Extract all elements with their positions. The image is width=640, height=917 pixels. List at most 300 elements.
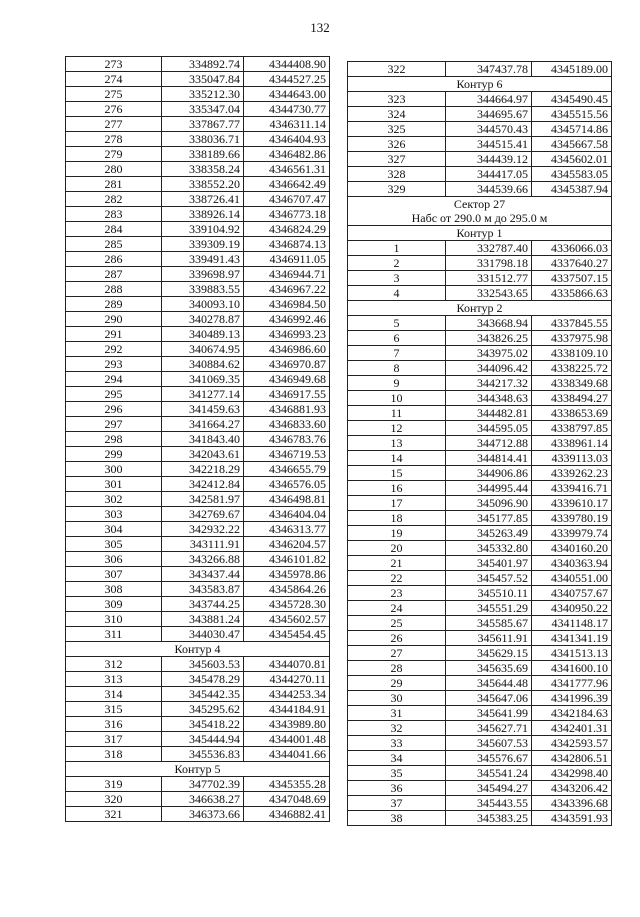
point-number: 282 <box>66 192 162 207</box>
point-number: 309 <box>66 597 162 612</box>
coord-y: 4337507.15 <box>532 271 612 286</box>
coord-x: 340674.95 <box>162 342 244 357</box>
point-number: 290 <box>66 312 162 327</box>
table-row <box>348 182 612 197</box>
coord-y: 4346917.55 <box>244 387 330 402</box>
table-row <box>348 391 612 406</box>
coord-y: 4345728.30 <box>244 597 330 612</box>
coord-x: 344030.47 <box>162 627 244 642</box>
table-row <box>348 616 612 631</box>
coord-x: 342043.61 <box>162 447 244 462</box>
point-number: 9 <box>348 376 446 391</box>
point-number: 18 <box>348 511 446 526</box>
point-number: 314 <box>66 687 162 702</box>
table-row <box>66 627 330 642</box>
coord-y: 4346783.76 <box>244 432 330 447</box>
point-number: 297 <box>66 417 162 432</box>
point-number: 299 <box>66 447 162 462</box>
table-row <box>66 132 330 147</box>
coord-y: 4338109.10 <box>532 346 612 361</box>
coord-x: 345263.49 <box>446 526 532 541</box>
table-row <box>66 297 330 312</box>
coord-x: 340884.62 <box>162 357 244 372</box>
point-number: 288 <box>66 282 162 297</box>
coord-x: 344712.88 <box>446 436 532 451</box>
point-number: 302 <box>66 492 162 507</box>
coord-x: 339104.92 <box>162 222 244 237</box>
point-number: 284 <box>66 222 162 237</box>
coord-x: 345647.06 <box>446 691 532 706</box>
table-row <box>348 451 612 466</box>
point-number: 10 <box>348 391 446 406</box>
table-row <box>66 417 330 432</box>
coord-y: 4346773.18 <box>244 207 330 222</box>
coord-x: 344482.81 <box>446 406 532 421</box>
coord-y: 4346993.23 <box>244 327 330 342</box>
point-number: 31 <box>348 706 446 721</box>
point-number: 4 <box>348 286 446 301</box>
coord-x: 345383.25 <box>446 811 532 826</box>
coord-y: 4346824.29 <box>244 222 330 237</box>
coord-y: 4346992.46 <box>244 312 330 327</box>
coord-x: 344570.43 <box>446 122 532 137</box>
coord-x: 342932.22 <box>162 522 244 537</box>
coord-x: 345607.53 <box>446 736 532 751</box>
point-number: 32 <box>348 721 446 736</box>
point-number: 277 <box>66 117 162 132</box>
point-number: 325 <box>348 122 446 137</box>
coord-y: 4336066.03 <box>532 241 612 256</box>
coord-x: 334892.74 <box>162 57 244 72</box>
table-row <box>66 732 330 747</box>
coord-y: 4339113.03 <box>532 451 612 466</box>
contour-header-row <box>66 642 330 657</box>
table-row <box>348 766 612 781</box>
coord-x: 343975.02 <box>446 346 532 361</box>
coord-y: 4344041.66 <box>244 747 330 762</box>
coord-y: 4345355.28 <box>244 777 330 792</box>
table-row <box>348 751 612 766</box>
table-row <box>66 657 330 672</box>
point-number: 316 <box>66 717 162 732</box>
coord-x: 345177.85 <box>446 511 532 526</box>
coord-x: 331512.77 <box>446 271 532 286</box>
table-row <box>348 721 612 736</box>
table-row <box>348 496 612 511</box>
coord-y: 4344253.34 <box>244 687 330 702</box>
point-number: 26 <box>348 631 446 646</box>
point-number: 324 <box>348 107 446 122</box>
coord-x: 339309.19 <box>162 237 244 252</box>
coord-x: 342769.67 <box>162 507 244 522</box>
coord-y: 4340363.94 <box>532 556 612 571</box>
coord-y: 4346101.82 <box>244 552 330 567</box>
coord-y: 4341341.19 <box>532 631 612 646</box>
coord-y: 4344070.81 <box>244 657 330 672</box>
coord-x: 344995.44 <box>446 481 532 496</box>
coord-y: 4346404.93 <box>244 132 330 147</box>
table-row <box>66 312 330 327</box>
coord-x: 344417.05 <box>446 167 532 182</box>
coord-y: 4337975.98 <box>532 331 612 346</box>
table-row <box>348 781 612 796</box>
point-number: 38 <box>348 811 446 826</box>
point-number: 25 <box>348 616 446 631</box>
table-row <box>66 612 330 627</box>
table-row <box>348 152 612 167</box>
coord-y: 4346204.57 <box>244 537 330 552</box>
coord-y: 4345515.56 <box>532 107 612 122</box>
point-number: 285 <box>66 237 162 252</box>
table-row <box>348 316 612 331</box>
coord-x: 344814.41 <box>446 451 532 466</box>
point-number: 22 <box>348 571 446 586</box>
sector-subtitle-row <box>348 211 612 226</box>
coord-y: 4344001.48 <box>244 732 330 747</box>
table-row <box>66 552 330 567</box>
coord-x: 345442.35 <box>162 687 244 702</box>
coord-x: 345444.94 <box>162 732 244 747</box>
coord-x: 342218.29 <box>162 462 244 477</box>
coord-x: 342412.84 <box>162 477 244 492</box>
coord-x: 344439.12 <box>446 152 532 167</box>
table-row <box>66 207 330 222</box>
coord-y: 4346970.87 <box>244 357 330 372</box>
coord-x: 344664.97 <box>446 92 532 107</box>
coord-y: 4339416.71 <box>532 481 612 496</box>
point-number: 33 <box>348 736 446 751</box>
table-row <box>348 631 612 646</box>
coord-y: 4342593.57 <box>532 736 612 751</box>
point-number: 36 <box>348 781 446 796</box>
table-row <box>348 811 612 826</box>
coord-y: 4342806.51 <box>532 751 612 766</box>
table-row <box>348 661 612 676</box>
page-number: 132 <box>310 20 330 35</box>
table-row <box>348 601 612 616</box>
coord-y: 4339262.23 <box>532 466 612 481</box>
coord-x: 343826.25 <box>446 331 532 346</box>
coord-y: 4346984.50 <box>244 297 330 312</box>
coord-y: 4343989.80 <box>244 717 330 732</box>
table-row <box>348 92 612 107</box>
coord-x: 341277.14 <box>162 387 244 402</box>
point-number: 289 <box>66 297 162 312</box>
coord-y: 4341513.13 <box>532 646 612 661</box>
table-row <box>348 706 612 721</box>
coord-y: 4339610.17 <box>532 496 612 511</box>
table-row <box>66 237 330 252</box>
coord-x: 332787.40 <box>446 241 532 256</box>
table-row <box>348 481 612 496</box>
point-number: 19 <box>348 526 446 541</box>
coord-x: 345576.67 <box>446 751 532 766</box>
coord-y: 4346707.47 <box>244 192 330 207</box>
point-number: 21 <box>348 556 446 571</box>
table-row <box>348 796 612 811</box>
coord-y: 4344408.90 <box>244 57 330 72</box>
coord-y: 4346313.77 <box>244 522 330 537</box>
point-number: 35 <box>348 766 446 781</box>
coord-x: 332543.65 <box>446 286 532 301</box>
table-row <box>66 522 330 537</box>
table-row <box>66 102 330 117</box>
coord-x: 345510.11 <box>446 586 532 601</box>
table-row <box>348 676 612 691</box>
table-row <box>66 177 330 192</box>
coord-y: 4338494.27 <box>532 391 612 406</box>
point-number: 294 <box>66 372 162 387</box>
table-row <box>348 167 612 182</box>
coord-x: 345096.90 <box>446 496 532 511</box>
point-number: 306 <box>66 552 162 567</box>
coord-x: 345478.29 <box>162 672 244 687</box>
coord-y: 4340950.22 <box>532 601 612 616</box>
coord-y: 4346949.68 <box>244 372 330 387</box>
table-row <box>66 687 330 702</box>
point-number: 283 <box>66 207 162 222</box>
point-number: 23 <box>348 586 446 601</box>
coord-y: 4343591.93 <box>532 811 612 826</box>
table-row <box>348 256 612 271</box>
point-number: 3 <box>348 271 446 286</box>
table-row <box>66 72 330 87</box>
table-row <box>348 421 612 436</box>
point-number: 1 <box>348 241 446 256</box>
point-number: 28 <box>348 661 446 676</box>
coord-y: 4339979.74 <box>532 526 612 541</box>
coord-x: 335047.84 <box>162 72 244 87</box>
point-number: 298 <box>66 432 162 447</box>
table-row <box>348 436 612 451</box>
table-row <box>66 252 330 267</box>
point-number: 278 <box>66 132 162 147</box>
coord-x: 344539.66 <box>446 182 532 197</box>
coord-x: 338926.14 <box>162 207 244 222</box>
coord-y: 4346967.22 <box>244 282 330 297</box>
table-row <box>66 57 330 72</box>
coord-y: 4345602.57 <box>244 612 330 627</box>
table-row <box>66 267 330 282</box>
table-row <box>348 271 612 286</box>
coord-x: 343437.44 <box>162 567 244 582</box>
coord-y: 4346498.81 <box>244 492 330 507</box>
coord-y: 4337640.27 <box>532 256 612 271</box>
point-number: 12 <box>348 421 446 436</box>
point-number: 323 <box>348 92 446 107</box>
point-number: 296 <box>66 402 162 417</box>
point-number: 286 <box>66 252 162 267</box>
table-row <box>66 372 330 387</box>
table-row <box>66 492 330 507</box>
table-row <box>66 117 330 132</box>
point-number: 311 <box>66 627 162 642</box>
coord-x: 344595.05 <box>446 421 532 436</box>
coord-x: 337867.77 <box>162 117 244 132</box>
table-row <box>66 357 330 372</box>
table-row <box>66 597 330 612</box>
coord-x: 344096.42 <box>446 361 532 376</box>
coord-y: 4346911.05 <box>244 252 330 267</box>
coord-y: 4345714.86 <box>532 122 612 137</box>
point-number: 24 <box>348 601 446 616</box>
point-number: 303 <box>66 507 162 522</box>
table-row <box>348 526 612 541</box>
coord-y: 4341996.39 <box>532 691 612 706</box>
table-row <box>348 406 612 421</box>
coord-x: 344695.67 <box>446 107 532 122</box>
coord-y: 4346311.14 <box>244 117 330 132</box>
table-row <box>66 507 330 522</box>
point-number: 310 <box>66 612 162 627</box>
contour-header-row <box>348 301 612 316</box>
coord-y: 4346561.31 <box>244 162 330 177</box>
coord-x: 344906.86 <box>446 466 532 481</box>
coord-y: 4345864.26 <box>244 582 330 597</box>
coord-x: 340093.10 <box>162 297 244 312</box>
table-row <box>348 137 612 152</box>
point-number: 13 <box>348 436 446 451</box>
coord-x: 345536.83 <box>162 747 244 762</box>
coord-y: 4341600.10 <box>532 661 612 676</box>
point-number: 293 <box>66 357 162 372</box>
table-row <box>348 241 612 256</box>
coord-y: 4346986.60 <box>244 342 330 357</box>
coord-y: 4343206.42 <box>532 781 612 796</box>
point-number: 312 <box>66 657 162 672</box>
table-row <box>66 222 330 237</box>
coord-x: 345541.24 <box>446 766 532 781</box>
coord-y: 4346719.53 <box>244 447 330 462</box>
contour-header: Контур 5 <box>66 762 330 777</box>
table-row <box>66 147 330 162</box>
table-row <box>66 807 330 822</box>
point-number: 5 <box>348 316 446 331</box>
coord-x: 343881.24 <box>162 612 244 627</box>
coord-y: 4345583.05 <box>532 167 612 182</box>
table-row <box>66 672 330 687</box>
coord-x: 345457.52 <box>446 571 532 586</box>
point-number: 319 <box>66 777 162 792</box>
coord-x: 339698.97 <box>162 267 244 282</box>
coord-x: 338726.41 <box>162 192 244 207</box>
coord-x: 345418.22 <box>162 717 244 732</box>
coord-y: 4346404.04 <box>244 507 330 522</box>
point-number: 292 <box>66 342 162 357</box>
table-row <box>348 571 612 586</box>
coord-x: 345603.53 <box>162 657 244 672</box>
coord-x: 345332.80 <box>446 541 532 556</box>
coord-x: 341459.63 <box>162 402 244 417</box>
coord-y: 4335866.63 <box>532 286 612 301</box>
point-number: 29 <box>348 676 446 691</box>
table-row <box>348 331 612 346</box>
table-row <box>66 447 330 462</box>
coord-y: 4338349.68 <box>532 376 612 391</box>
coord-y: 4345602.01 <box>532 152 612 167</box>
point-number: 2 <box>348 256 446 271</box>
coord-x: 346373.66 <box>162 807 244 822</box>
coord-x: 344217.32 <box>446 376 532 391</box>
coord-y: 4338225.72 <box>532 361 612 376</box>
point-number: 307 <box>66 567 162 582</box>
coord-x: 338036.71 <box>162 132 244 147</box>
coord-y: 4347048.69 <box>244 792 330 807</box>
coord-y: 4340757.67 <box>532 586 612 601</box>
point-number: 275 <box>66 87 162 102</box>
table-row <box>66 162 330 177</box>
point-number: 279 <box>66 147 162 162</box>
coord-x: 345635.69 <box>446 661 532 676</box>
table-row <box>348 361 612 376</box>
coord-y: 4338653.69 <box>532 406 612 421</box>
contour-header-row <box>348 226 612 241</box>
coord-x: 345644.48 <box>446 676 532 691</box>
coord-y: 4339780.19 <box>532 511 612 526</box>
table-row <box>348 541 612 556</box>
point-number: 300 <box>66 462 162 477</box>
coord-y: 4342184.63 <box>532 706 612 721</box>
coord-x: 338552.20 <box>162 177 244 192</box>
point-number: 308 <box>66 582 162 597</box>
coordinates-table-right <box>347 61 612 826</box>
coord-x: 341069.35 <box>162 372 244 387</box>
table-row <box>66 792 330 807</box>
point-number: 34 <box>348 751 446 766</box>
coord-x: 338358.24 <box>162 162 244 177</box>
sector-subtitle: Набс от 290.0 м до 295.0 м <box>348 211 612 226</box>
point-number: 301 <box>66 477 162 492</box>
table-row <box>348 691 612 706</box>
coord-y: 4340551.00 <box>532 571 612 586</box>
coord-x: 345641.99 <box>446 706 532 721</box>
point-number: 7 <box>348 346 446 361</box>
coord-y: 4346874.13 <box>244 237 330 252</box>
table-row <box>348 122 612 137</box>
point-number: 328 <box>348 167 446 182</box>
coord-x: 345611.91 <box>446 631 532 646</box>
contour-header: Контур 1 <box>348 226 612 241</box>
coord-x: 347437.78 <box>446 62 532 77</box>
point-number: 280 <box>66 162 162 177</box>
point-number: 273 <box>66 57 162 72</box>
coord-x: 347702.39 <box>162 777 244 792</box>
table-row <box>66 777 330 792</box>
coord-y: 4344527.25 <box>244 72 330 87</box>
table-row <box>348 646 612 661</box>
table-row <box>348 62 612 77</box>
coord-x: 341664.27 <box>162 417 244 432</box>
table-row <box>66 327 330 342</box>
table-row <box>66 192 330 207</box>
coord-x: 338189.66 <box>162 147 244 162</box>
coord-y: 4345387.94 <box>532 182 612 197</box>
coord-x: 340489.13 <box>162 327 244 342</box>
coord-y: 4342401.31 <box>532 721 612 736</box>
point-number: 291 <box>66 327 162 342</box>
coord-x: 345629.15 <box>446 646 532 661</box>
coord-y: 4344270.11 <box>244 672 330 687</box>
point-number: 281 <box>66 177 162 192</box>
contour-header-row <box>66 762 330 777</box>
coord-y: 4346944.71 <box>244 267 330 282</box>
table-row <box>348 736 612 751</box>
coord-y: 4341148.17 <box>532 616 612 631</box>
point-number: 287 <box>66 267 162 282</box>
coord-y: 4338961.14 <box>532 436 612 451</box>
coord-y: 4345490.45 <box>532 92 612 107</box>
table-row <box>348 511 612 526</box>
